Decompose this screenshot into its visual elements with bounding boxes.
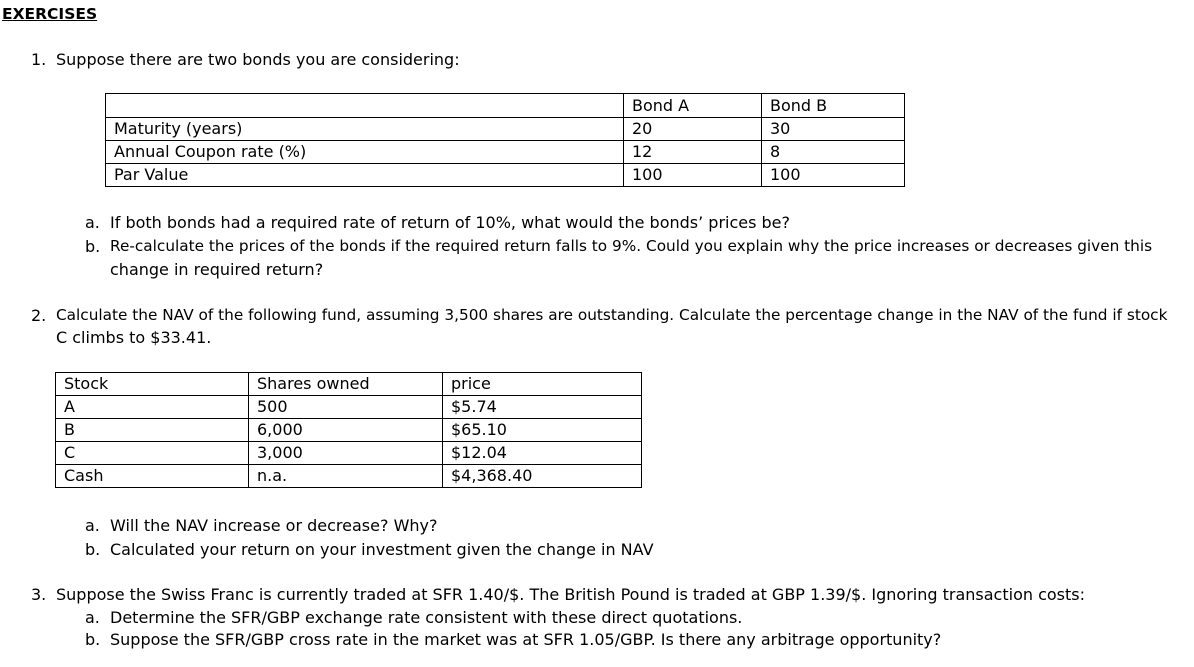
table-row <box>106 141 905 164</box>
bond-table <box>105 93 905 187</box>
table-cell: 30 <box>762 118 905 141</box>
q1b-text-line2: change in required return? <box>110 260 324 279</box>
table-row <box>106 164 905 187</box>
table-cell: 6,000 <box>249 419 443 442</box>
table-cell <box>106 94 624 118</box>
table-row <box>56 442 642 465</box>
exercises-heading: EXERCISES <box>2 5 98 23</box>
q2a-letter: a. <box>85 516 100 535</box>
table-row <box>56 465 642 488</box>
q2-text-line1: Calculate the NAV of the following fund, assuming 3,500 shares are outstanding. Calculate the percentage change in the NAV of the fund if stock <box>56 306 1168 324</box>
table-cell: Par Value <box>106 164 624 187</box>
table-cell: 100 <box>762 164 905 187</box>
table-cell: 12 <box>624 141 762 164</box>
q1a-text: If both bonds had a required rate of return of 10%, what would the bonds’ prices be? <box>110 213 791 232</box>
table-cell: $5.74 <box>443 396 642 419</box>
table-cell: Cash <box>56 465 249 488</box>
table-cell: Stock <box>56 373 249 396</box>
table-cell: B <box>56 419 249 442</box>
fund-table <box>55 372 642 488</box>
q2-number: 2. <box>31 306 47 325</box>
q2a-text: Will the NAV increase or decrease? Why? <box>110 516 438 535</box>
table-cell: $65.10 <box>443 419 642 442</box>
q1b-text-line1: Re-calculate the prices of the bonds if the required return falls to 9%. Could you explain why the price increases or decreases given this <box>110 237 1153 255</box>
fund-table-header-row <box>56 373 642 396</box>
q3b-text: Suppose the SFR/GBP cross rate in the market was at SFR 1.05/GBP. Is there any arbitrage opportunity? <box>110 630 942 649</box>
table-cell: 20 <box>624 118 762 141</box>
bond-table-header-row <box>106 94 905 118</box>
q2-text-line2: C climbs to $33.41. <box>56 328 212 347</box>
q3-number: 3. <box>31 585 47 604</box>
table-cell: Annual Coupon rate (%) <box>106 141 624 164</box>
table-row <box>106 118 905 141</box>
table-cell: 8 <box>762 141 905 164</box>
q2b-text: Calculated your return on your investment given the change in NAV <box>110 540 654 559</box>
table-cell: Bond B <box>762 94 905 118</box>
table-cell: price <box>443 373 642 396</box>
q1-text: Suppose there are two bonds you are considering: <box>56 50 460 69</box>
table-cell: 3,000 <box>249 442 443 465</box>
q3a-text: Determine the SFR/GBP exchange rate consistent with these direct quotations. <box>110 608 743 627</box>
table-cell: $4,368.40 <box>443 465 642 488</box>
table-cell: 100 <box>624 164 762 187</box>
table-cell: Bond A <box>624 94 762 118</box>
table-cell: 500 <box>249 396 443 419</box>
table-cell: A <box>56 396 249 419</box>
table-cell: n.a. <box>249 465 443 488</box>
q3-text: Suppose the Swiss Franc is currently traded at SFR 1.40/$. The British Pound is traded at GBP 1.39/$. Ignoring transaction costs: <box>56 585 1085 604</box>
table-cell: Shares owned <box>249 373 443 396</box>
table-cell: C <box>56 442 249 465</box>
table-row <box>56 396 642 419</box>
q1b-letter: b. <box>85 237 101 256</box>
table-cell: Maturity (years) <box>106 118 624 141</box>
q1-number: 1. <box>31 50 47 69</box>
q1a-letter: a. <box>85 213 100 232</box>
table-row <box>56 419 642 442</box>
q3b-letter: b. <box>85 630 101 649</box>
q3a-letter: a. <box>85 608 100 627</box>
table-cell: $12.04 <box>443 442 642 465</box>
q2b-letter: b. <box>85 540 101 559</box>
